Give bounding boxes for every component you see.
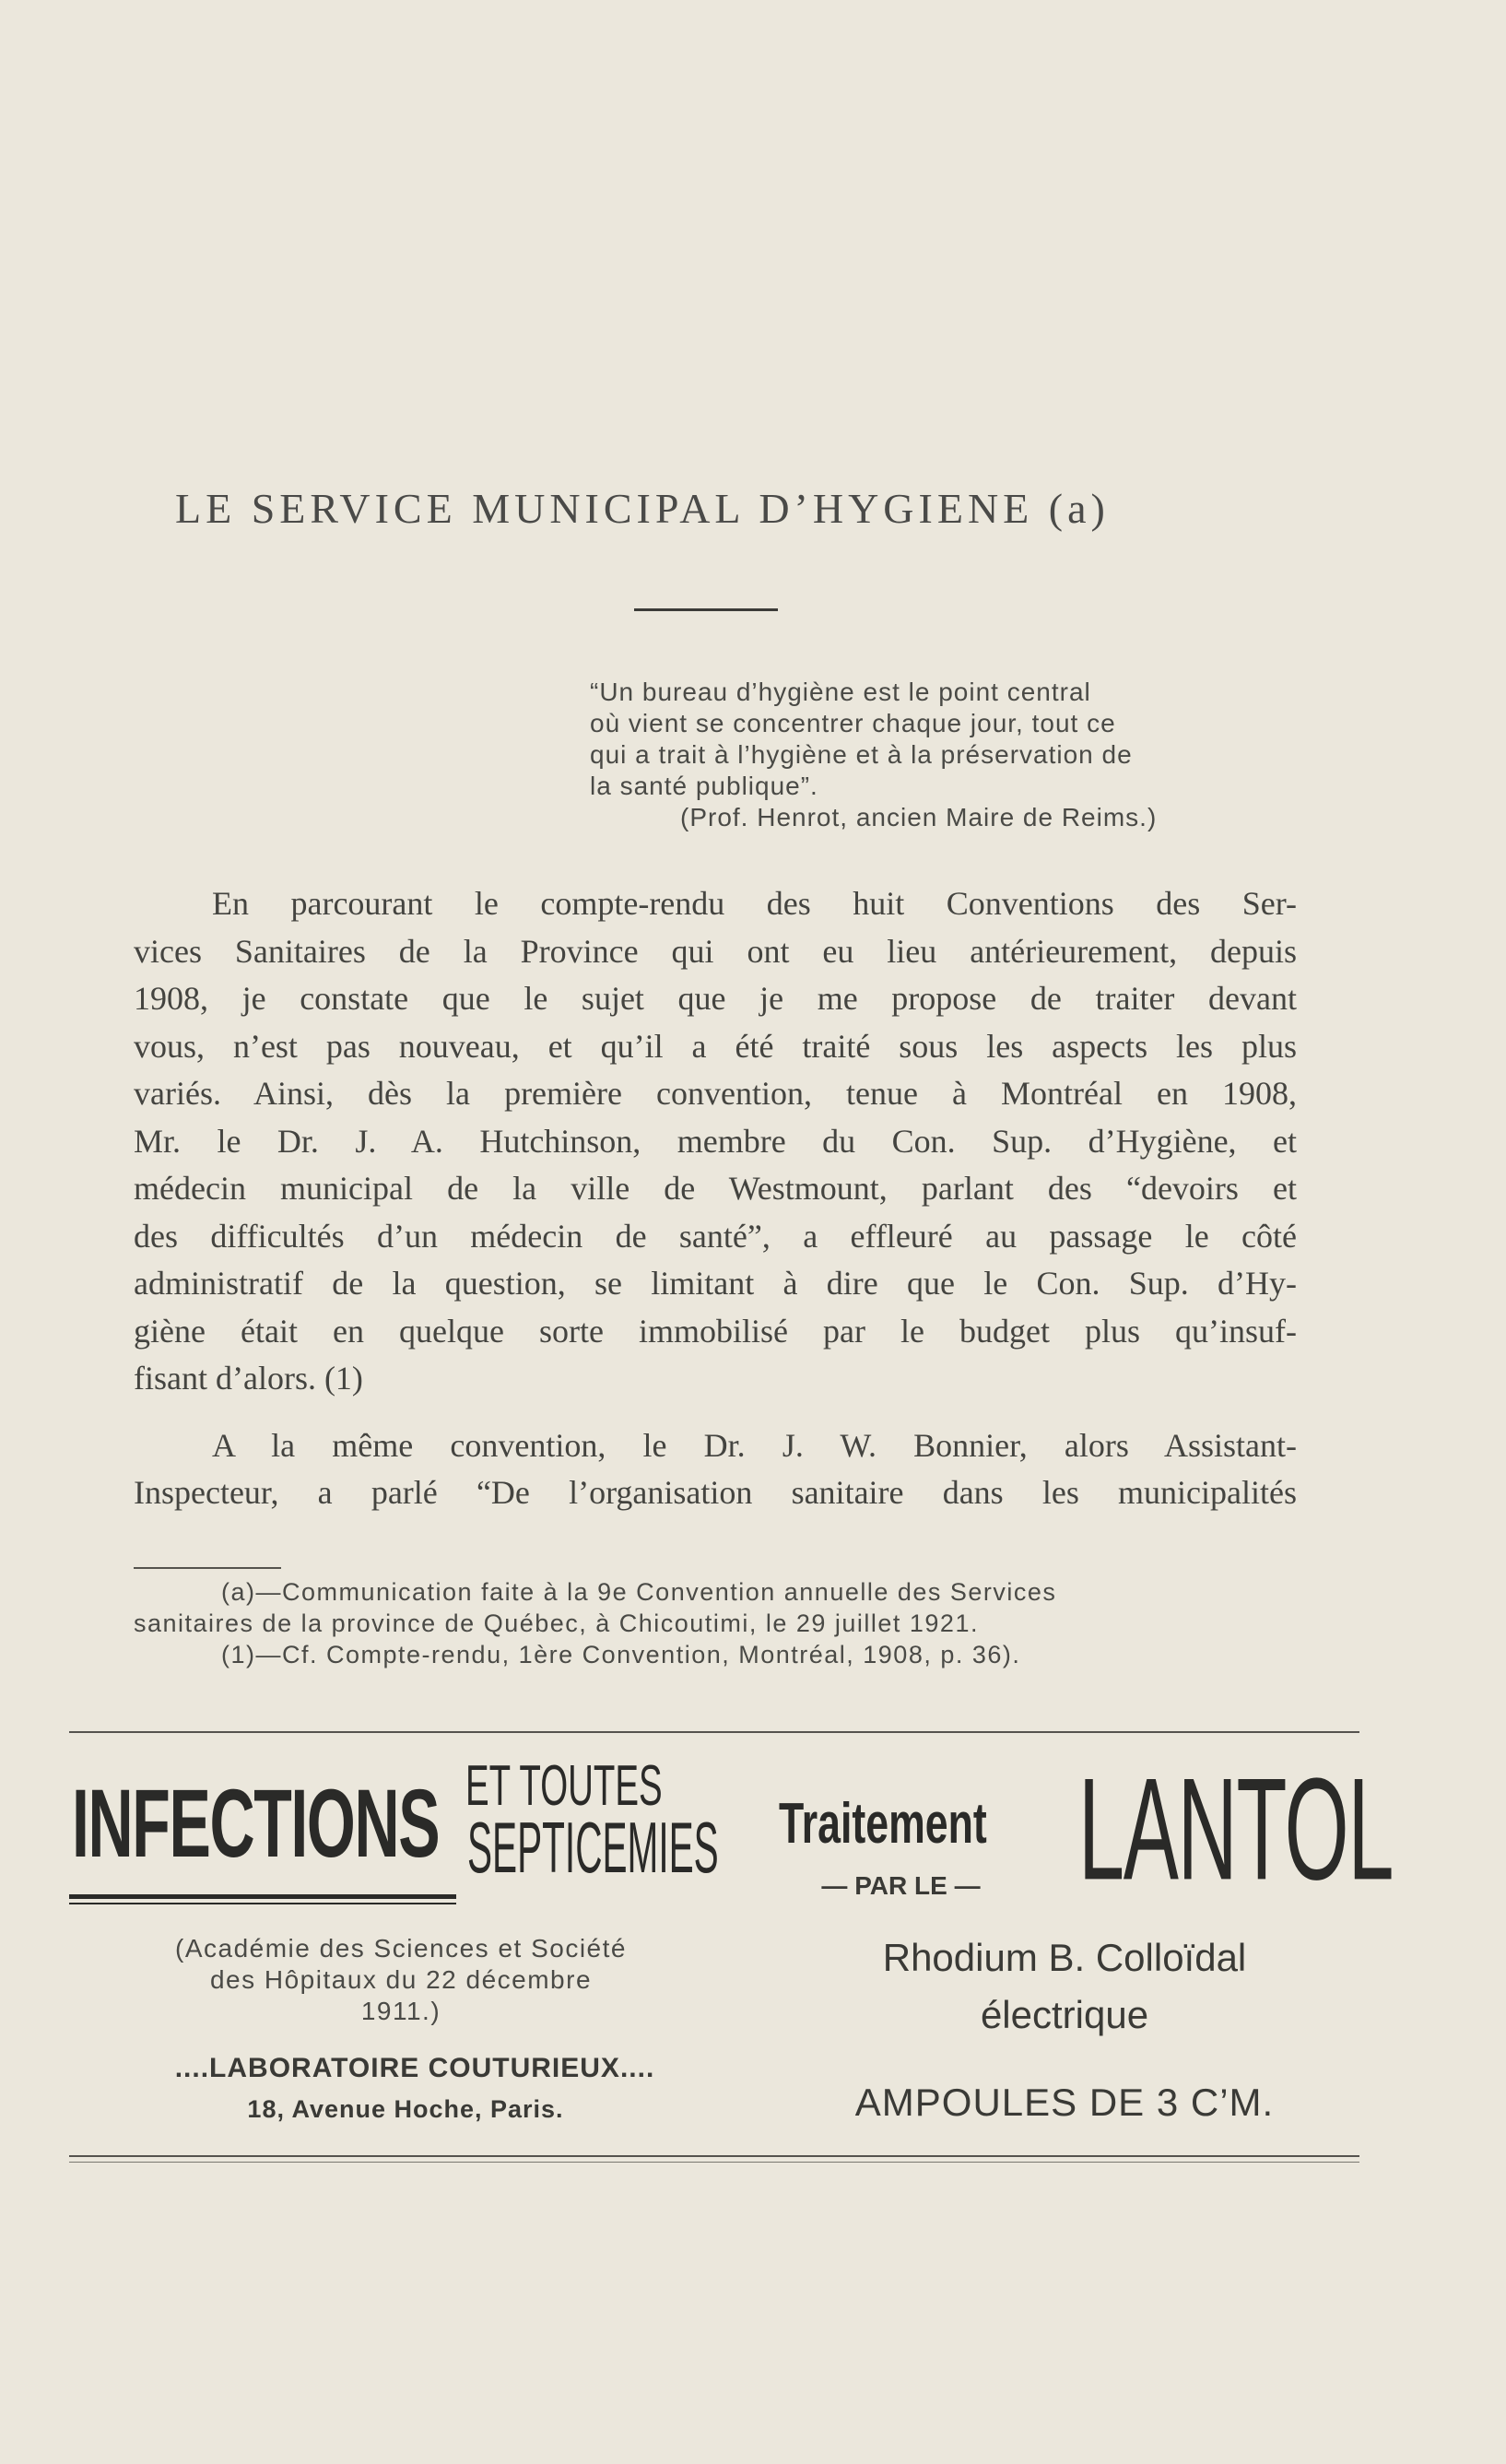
epigraph-line: où vient se concentrer chaque jour, tout ce <box>590 709 1116 737</box>
advert-address: 18, Avenue Hoche, Paris. <box>247 2095 564 2123</box>
paragraph-line: médecin municipal de la ville de Westmount, parlant des “devoirs et <box>134 1170 1297 1207</box>
advert-underline <box>69 1894 456 1899</box>
academie-line: (Académie des Sciences et Société <box>175 1934 627 1963</box>
footnote-a-continued: sanitaires de la province de Québec, à Chicoutimi, le 29 juillet 1921. <box>134 1609 979 1637</box>
advert-bottom-rule <box>69 2162 1359 2163</box>
footnote-a: (a)—Communication faite à la 9e Convention annuelle des Services <box>221 1578 1057 1606</box>
advert-subheadline: ET TOUTES <box>465 1754 663 1818</box>
footnote-divider <box>134 1567 281 1569</box>
advert-subheadline: SEPTICEMIES <box>467 1807 719 1888</box>
advert-traitement: Traitement <box>779 1792 987 1856</box>
advert-academie-note <box>111 1933 691 2027</box>
paragraph-line: vices Sanitaires de la Province qui ont eu lieu antérieurement, depuis <box>134 932 1297 970</box>
advert-ampoules: AMPOULES DE 3 C’M. <box>854 2081 1275 2124</box>
epigraph-line: la santé publique”. <box>590 772 818 800</box>
epigraph-attribution: (Prof. Henrot, ancien Maire de Reims.) <box>680 803 1158 831</box>
paragraph-line: En parcourant le compte-rendu des huit Conventions des Ser- <box>212 885 1297 922</box>
epigraph <box>590 677 1290 833</box>
product-line: électrique <box>980 1993 1149 2036</box>
academie-line: des Hôpitaux du 22 décembre <box>209 1965 593 1994</box>
epigraph-line: qui a trait à l’hygiène et à la préservation de <box>590 740 1133 769</box>
product-line: Rhodium B. Colloïdal <box>882 1936 1247 1979</box>
paragraph-line: giène était en quelque sorte immobilisé par le budget plus qu’insuf- <box>134 1312 1297 1350</box>
advert-laboratory: ....LABORATOIRE COUTURIEUX.... <box>174 2053 655 2083</box>
advert-par-le: — PAR LE — <box>821 1871 981 1900</box>
title-divider <box>634 608 778 611</box>
paragraph-line: 1908, je constate que le sujet que je me propose de traiter devant <box>134 980 1297 1017</box>
paragraph-line: A la même convention, le Dr. J. W. Bonnier, alors Assistant- <box>212 1426 1297 1464</box>
footnotes <box>134 1576 1300 1670</box>
paragraph-line: administratif de la question, se limitant à dire que le Con. Sup. d’Hy- <box>134 1265 1297 1302</box>
advert-headline: INFECTIONS <box>72 1769 440 1879</box>
advert-brand: LANTOL <box>1078 1747 1394 1910</box>
advert-top-rule <box>69 1731 1359 1733</box>
paragraph-line: vous, n’est pas nouveau, et qu’il a été traité sous les aspects les plus <box>134 1027 1297 1065</box>
paragraph-line: des difficultés d’un médecin de santé”, a effleuré au passage le côté <box>134 1217 1297 1255</box>
paragraph-line: Inspecteur, a parlé “De l’organisation sanitaire dans les municipalités <box>134 1474 1297 1511</box>
paragraph-line: Mr. le Dr. J. A. Hutchinson, membre du Con. Sup. d’Hygiène, et <box>134 1122 1297 1160</box>
advert-underline <box>69 1903 456 1904</box>
paragraph-line: variés. Ainsi, dès la première convention, tenue à Montréal en 1908, <box>134 1075 1297 1112</box>
paragraph-line: fisant d’alors. (1) <box>134 1360 363 1397</box>
epigraph-line: “Un bureau d’hygiène est le point central <box>590 678 1091 706</box>
academie-line: 1911.) <box>360 1997 441 2025</box>
article-body <box>134 880 1297 1517</box>
advert-bottom-rule <box>69 2155 1359 2157</box>
footnote-1: (1)—Cf. Compte-rendu, 1ère Convention, Montréal, 1908, p. 36). <box>221 1641 1021 1668</box>
advert-product <box>765 1929 1364 2044</box>
article-title: LE SERVICE MUNICIPAL D’HYGIENE (a) <box>175 485 1110 532</box>
